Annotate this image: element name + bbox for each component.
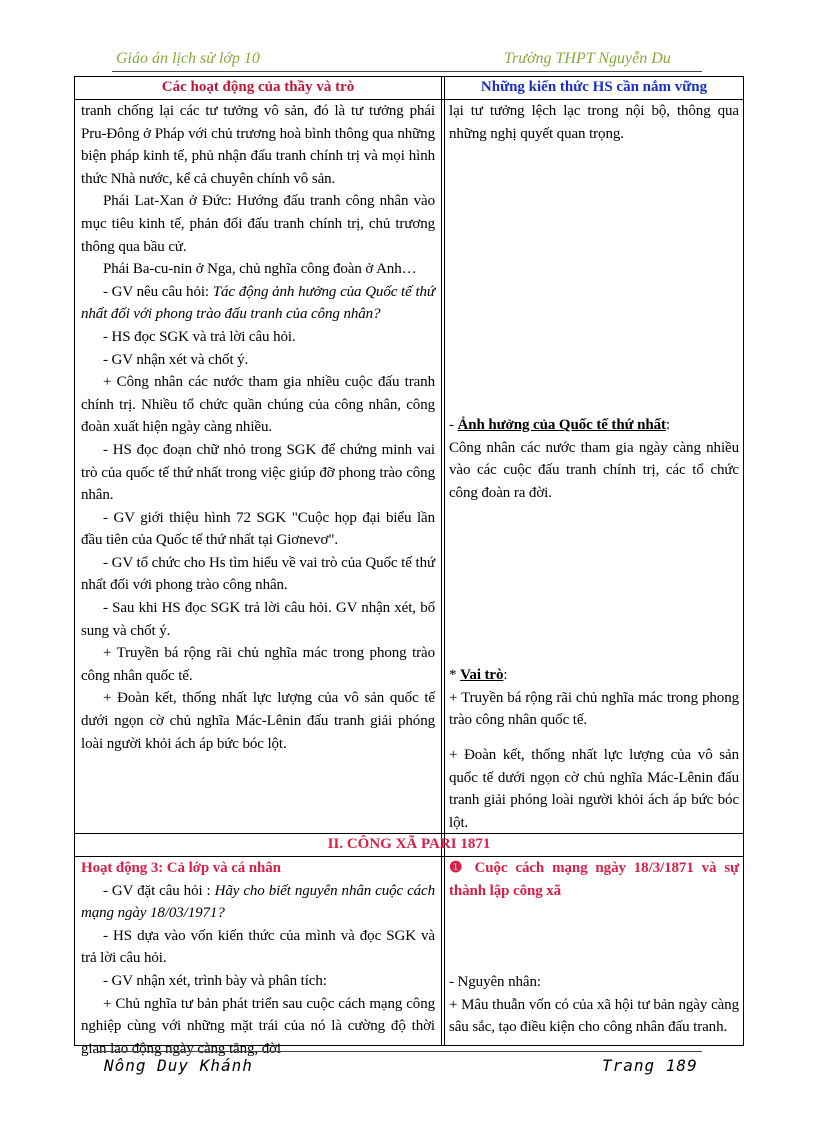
- paragraph: - GV nhận xét, trình bày và phân tích:: [103, 972, 327, 989]
- activities-part1: [81, 100, 435, 755]
- col-header-activities: Các hoạt động của thầy và trò: [161, 79, 355, 95]
- header-school: Trường THPT Nguyễn Du: [504, 50, 671, 67]
- paragraph: + Mâu thuẫn vốn có của xã hội tư bản ngày càng sâu sắc, tạo điều kiện cho công nhân đấu tranh.: [449, 996, 739, 1036]
- page-header: [112, 48, 710, 74]
- cause-block: [449, 971, 739, 1039]
- bullet-icon: ❶: [449, 860, 467, 876]
- influence-heading: Ảnh hưởng của Quốc tế thứ nhất: [457, 417, 666, 433]
- header-divider: [112, 71, 702, 72]
- role-heading: Vai trò: [460, 667, 504, 683]
- section-title: II. CÔNG XÃ PARI 1871: [327, 836, 491, 852]
- paragraph: + Truyền bá rộng rãi chủ nghĩa mác trong phong trào công nhân quốc tế.: [449, 689, 739, 729]
- paragraph: + Đoàn kết, thống nhất lực lượng của vô sản quốc tế dưới ngọn cờ chủ nghĩa Mác-Lênin đấu tranh giải phóng loài người khỏi ách áp bức bóc lột.: [449, 747, 739, 831]
- activity-heading: Hoạt động 3: Cả lớp và cá nhân: [81, 860, 281, 876]
- column-divider: [441, 77, 442, 1045]
- paragraph: lại tư tưởng lệch lạc trong nội bộ, thông qua những nghị quyết quan trọng.: [449, 103, 739, 142]
- paragraph: + Chủ nghĩa tư bản phát triển sau cuộc cách mạng công nghiệp cùng với những mặt trái của nó là cường độ thời gian lao động ngày càng tăng, đời: [81, 995, 435, 1057]
- column-divider-inner: [444, 77, 445, 1045]
- teacher-question: [81, 880, 435, 925]
- paragraph: Công nhân các nước tham gia ngày càng nhiều vào các cuộc đấu tranh chính trị, các tổ chức công đoàn ra đời.: [449, 439, 739, 501]
- paragraph: tranh chống lại các tư tưởng vô sản, đó là tư tưởng phái Pru-Đông ở Pháp với chủ trương hoà bình thông qua những biện pháp kinh tế, phủ nhận đấu tranh chính trị và mọi hình thức Nhà nước, kể cả chuyên chính vô sản.: [81, 103, 435, 187]
- paragraph: - HS dựa vào vốn kiến thức của mình và đọc SGK và trả lời câu hỏi.: [81, 927, 435, 967]
- col-header-knowledge: Những kiến thức HS cần nắm vững: [480, 79, 708, 95]
- paragraph: + Công nhân các nước tham gia nhiều cuộc đấu tranh chính trị. Nhiều tổ chức quần chúng của công nhân, công đoàn xuất hiện ngày càng nhiều.: [81, 374, 435, 436]
- paragraph: - GV giới thiệu hình 72 SGK "Cuộc họp đại biểu lần đầu tiên của Quốc tế thứ nhất tại Giơnevơ".: [81, 509, 435, 549]
- influence-block: [449, 414, 739, 504]
- unity-block: [449, 744, 739, 834]
- paragraph: - HS đọc SGK và trả lời câu hỏi.: [103, 328, 296, 345]
- paragraph: Phái Ba-cu-nin ở Nga, chủ nghĩa công đoàn ở Anh…: [103, 261, 417, 278]
- footer-page-number: Trang 189: [602, 1056, 698, 1075]
- paragraph: - GV tổ chức cho Hs tìm hiểu về vai trò của Quốc tế thứ nhất đối với phong trào công nhân.: [81, 554, 435, 594]
- commune-block: [449, 857, 739, 902]
- footer-author: Nông Duy Khánh: [104, 1056, 253, 1075]
- role-heading-line: * Vai trò:: [449, 667, 508, 683]
- cause-label: - Nguyên nhân:: [449, 974, 541, 990]
- lesson-table: [74, 76, 744, 1057]
- commune-heading: ❶ Cuộc cách mạng ngày 18/3/1871 và sự thành lập công xã: [449, 860, 739, 899]
- question-prefix: - GV đặt câu hỏi :: [103, 882, 215, 899]
- influence-heading-line: - Ảnh hưởng của Quốc tế thứ nhất:: [449, 417, 670, 433]
- paragraph: Phái Lat-Xan ở Đức: Hướng đấu tranh công nhân vào mục tiêu kinh tế, phản đối đấu tranh chính trị, chủ trương thông qua bầu cử.: [81, 193, 435, 255]
- page-footer: [98, 1050, 710, 1080]
- paragraph: + Truyền bá rộng rãi chủ nghĩa mác trong phong trào công nhân quốc tế.: [81, 645, 435, 684]
- header-subject: Giáo án lịch sử lớp 10: [116, 50, 260, 67]
- footer-divider: [98, 1051, 702, 1052]
- knowledge-intro: [449, 100, 739, 145]
- paragraph: - GV nhận xét và chốt ý.: [103, 351, 249, 368]
- paragraph: - Sau khi HS đọc SGK trả lời câu hỏi. GV nhận xét, bổ sung và chốt ý.: [81, 600, 435, 639]
- paragraph: - HS đọc đoạn chữ nhỏ trong SGK để chứng minh vai trò của quốc tế thứ nhất trong việc giúp đỡ phong trào công nhân.: [81, 441, 435, 504]
- teacher-question: [81, 281, 435, 326]
- activities-part2: [81, 857, 435, 1060]
- section-top-border: [75, 833, 743, 834]
- role-block: [449, 664, 739, 732]
- question-text: Hãy cho biết nguyên nhân cuộc cách mạng ngày 18/03/1971?: [81, 882, 435, 922]
- question-prefix: - GV nêu câu hỏi:: [103, 283, 213, 300]
- question-text: Tác động ảnh hưởng của Quốc tế thứ nhất đối với phong trào đấu tranh của công nhân?: [81, 283, 436, 323]
- paragraph: + Đoàn kết, thống nhất lực lượng của vô sản quốc tế dưới ngọn cờ chủ nghĩa Mác-Lênin đấu tranh giải phóng loài người khỏi ách áp bức bóc lột.: [81, 690, 435, 752]
